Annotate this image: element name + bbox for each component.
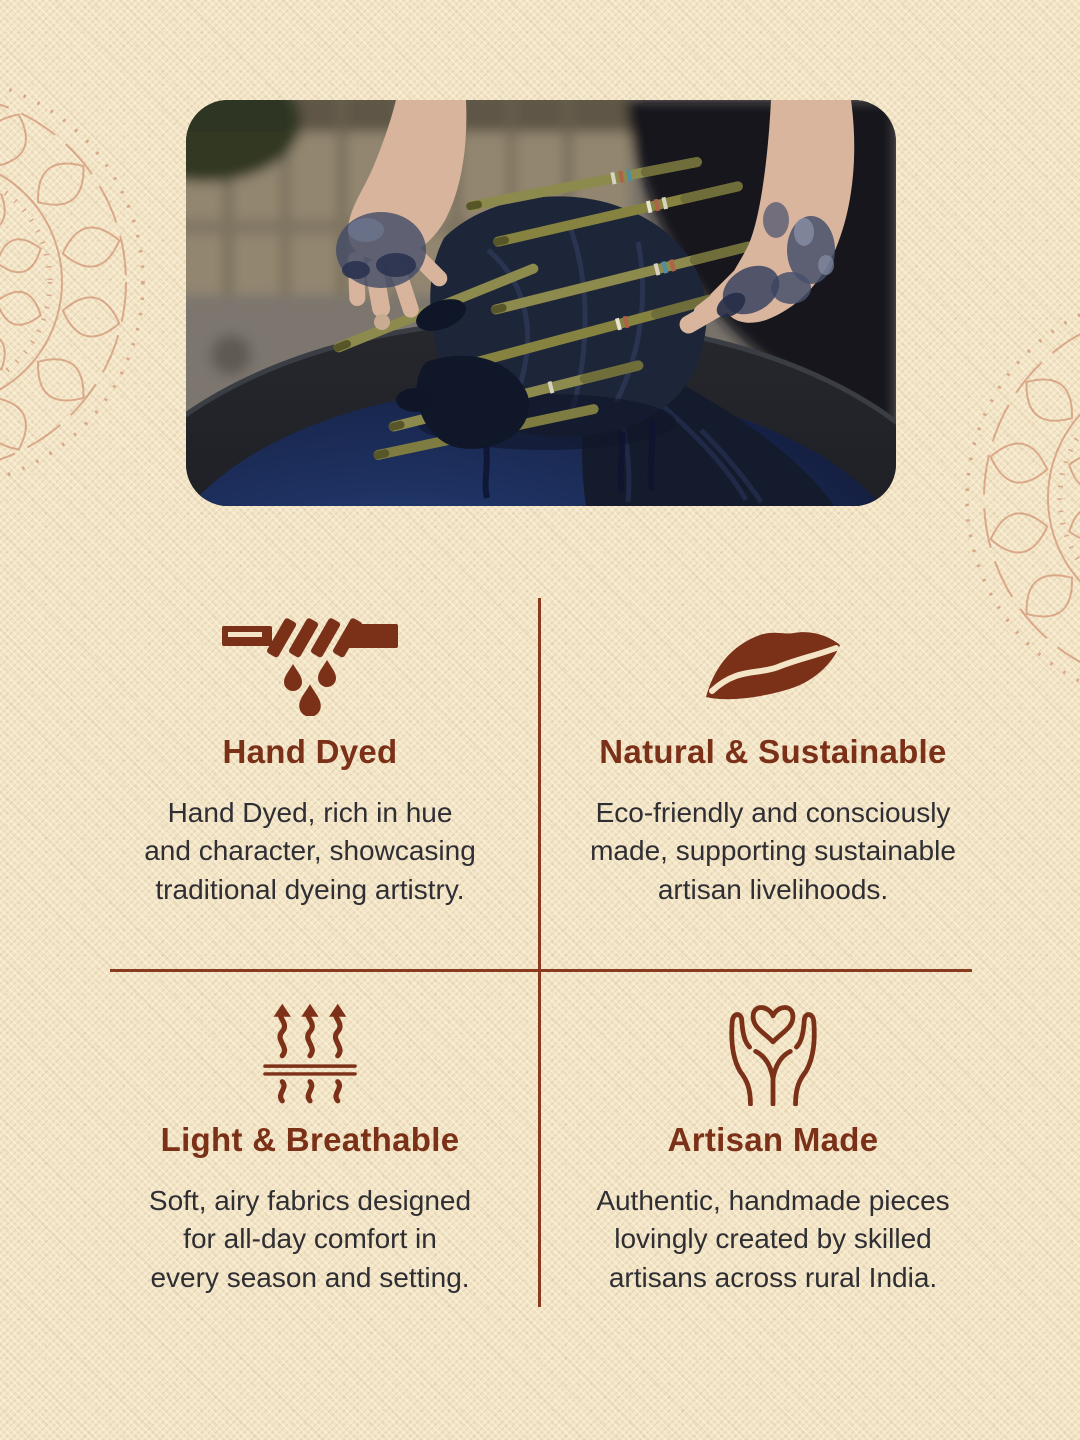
feature-light-breathable xyxy=(95,996,525,1297)
dye-rod-drips-icon xyxy=(95,608,525,724)
feature-title: Natural & Sustainable xyxy=(599,733,947,770)
feature-description: Soft, airy fabrics designed for all-day comfort in every season and setting. xyxy=(148,1184,472,1293)
feature-title: Hand Dyed xyxy=(222,733,398,770)
airflow-through-fabric-icon xyxy=(95,996,525,1112)
leaf-icon xyxy=(558,608,988,724)
feature-description: Hand Dyed, rich in hue and character, showcasing traditional dyeing artistry. xyxy=(144,796,476,905)
feature-title: Artisan Made xyxy=(667,1121,879,1158)
feature-description: Eco-friendly and consciously made, supporting sustainable artisan livelihoods. xyxy=(590,796,956,905)
feature-artisan-made xyxy=(558,996,988,1297)
feature-description: Authentic, handmade pieces lovingly created by skilled artisans across rural India. xyxy=(596,1184,950,1293)
horizontal-divider xyxy=(110,969,972,972)
feature-natural-sustainable xyxy=(558,608,988,909)
indigo-dyeing-photo xyxy=(186,100,896,506)
feature-hand-dyed xyxy=(95,608,525,909)
feature-title: Light & Breathable xyxy=(160,1121,460,1158)
hands-holding-heart-icon xyxy=(558,996,988,1112)
vertical-divider xyxy=(538,598,541,1307)
mandala-ornament-left xyxy=(0,62,158,502)
